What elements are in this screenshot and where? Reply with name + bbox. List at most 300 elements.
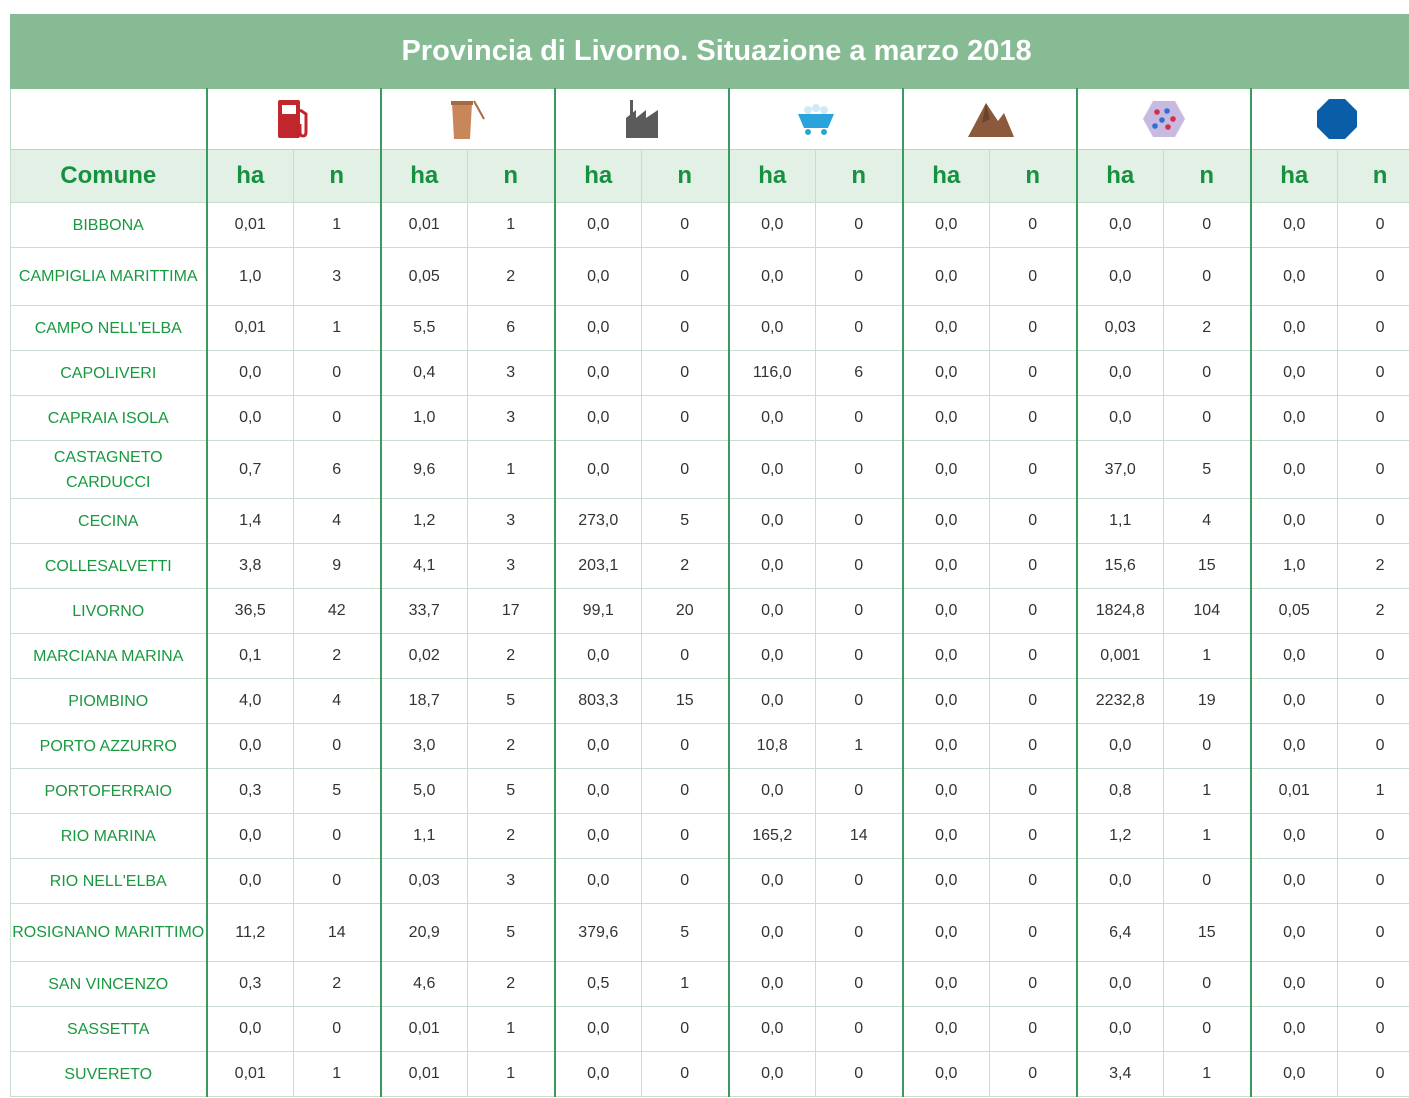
cell-n: 14 [816,814,903,859]
category-waste [381,89,555,150]
cell-n: 3 [468,351,555,396]
cell-n: 0 [816,634,903,679]
cell-ha: 0,0 [729,589,816,634]
cell-ha: 116,0 [729,351,816,396]
cell-ha: 6,4 [1077,904,1164,962]
cell-ha: 0,0 [555,351,642,396]
cell-n: 2 [294,634,381,679]
cell-n: 0 [990,248,1077,306]
column-header-n: n [816,150,903,203]
cell-ha: 0,0 [729,306,816,351]
quarry-mountain-icon [964,99,1016,139]
cell-ha: 18,7 [381,679,468,724]
cell-n: 0 [816,679,903,724]
cell-ha: 0,0 [555,769,642,814]
cell-n: 3 [294,248,381,306]
column-header-n: n [990,150,1077,203]
cell-n: 0 [990,589,1077,634]
cell-n: 0 [1164,396,1251,441]
cell-n: 0 [642,441,729,499]
comune-name: SAN VINCENZO [11,962,207,1007]
cell-n: 0 [1338,679,1409,724]
cell-n: 15 [1164,544,1251,589]
table-row [11,814,1409,859]
table-row [11,248,1409,306]
data-table-container [10,14,1409,1097]
cell-ha: 1,4 [207,499,294,544]
cell-n: 0 [642,724,729,769]
cell-ha: 0,0 [729,769,816,814]
cell-ha: 0,3 [207,769,294,814]
cell-n: 0 [642,634,729,679]
cell-ha: 0,0 [903,441,990,499]
cell-ha: 0,0 [729,441,816,499]
cell-ha: 0,01 [381,203,468,248]
comune-name: ROSIGNANO MARITTIMO [11,904,207,962]
cell-n: 0 [990,544,1077,589]
column-header-ha: ha [381,150,468,203]
cell-ha: 0,01 [1251,769,1338,814]
column-header-ha: ha [555,150,642,203]
cell-n: 2 [468,248,555,306]
cell-ha: 0,0 [555,248,642,306]
column-header-n: n [1338,150,1409,203]
table-row [11,203,1409,248]
comune-name: PORTOFERRAIO [11,769,207,814]
cell-ha: 0,0 [729,859,816,904]
cell-ha: 0,0 [903,248,990,306]
cell-ha: 0,0 [729,499,816,544]
cell-n: 0 [1338,306,1409,351]
cell-ha: 0,7 [207,441,294,499]
cell-ha: 36,5 [207,589,294,634]
cell-ha: 5,5 [381,306,468,351]
cell-ha: 0,0 [1077,203,1164,248]
cell-n: 0 [1338,724,1409,769]
comune-name: PORTO AZZURRO [11,724,207,769]
category-quarry [903,89,1077,150]
cell-ha: 0,5 [555,962,642,1007]
cell-n: 15 [642,679,729,724]
cell-ha: 0,0 [903,351,990,396]
cell-n: 2 [1338,544,1409,589]
cell-n: 6 [468,306,555,351]
table-row [11,1007,1409,1052]
cell-n: 0 [816,769,903,814]
cell-ha: 0,0 [729,904,816,962]
cell-n: 0 [294,724,381,769]
cell-n: 15 [1164,904,1251,962]
table-row [11,679,1409,724]
cell-ha: 0,0 [1251,499,1338,544]
cell-ha: 15,6 [1077,544,1164,589]
cell-ha: 0,0 [729,396,816,441]
cell-n: 0 [990,814,1077,859]
cell-ha: 0,0 [729,203,816,248]
cell-n: 3 [468,859,555,904]
cell-ha: 37,0 [1077,441,1164,499]
cell-ha: 0,0 [903,306,990,351]
cell-n: 5 [1164,441,1251,499]
cell-n: 0 [294,859,381,904]
cell-n: 1 [642,962,729,1007]
cell-n: 0 [1338,1052,1409,1097]
cell-n: 2 [468,634,555,679]
cell-ha: 20,9 [381,904,468,962]
comune-name: RIO MARINA [11,814,207,859]
cell-ha: 1,1 [1077,499,1164,544]
category-mining [729,89,903,150]
table-row [11,962,1409,1007]
cell-ha: 0,0 [903,679,990,724]
cell-ha: 1,0 [1251,544,1338,589]
cell-n: 0 [642,351,729,396]
cell-ha: 0,05 [381,248,468,306]
cell-ha: 0,0 [1251,1007,1338,1052]
comune-name: CECINA [11,499,207,544]
cell-ha: 0,0 [903,1052,990,1097]
cell-n: 2 [468,814,555,859]
cell-ha: 3,0 [381,724,468,769]
cell-n: 0 [642,396,729,441]
comune-name: MARCIANA MARINA [11,634,207,679]
cell-n: 0 [990,203,1077,248]
cell-ha: 0,0 [1251,248,1338,306]
cell-n: 0 [816,859,903,904]
cell-ha: 1,0 [207,248,294,306]
cell-ha: 0,0 [1077,962,1164,1007]
cell-ha: 4,1 [381,544,468,589]
table-row [11,544,1409,589]
cell-n: 0 [642,859,729,904]
cell-ha: 0,05 [1251,589,1338,634]
cell-n: 3 [468,396,555,441]
cell-ha: 0,0 [1251,724,1338,769]
cell-ha: 0,0 [729,962,816,1007]
cell-ha: 0,0 [903,499,990,544]
comune-name: SUVERETO [11,1052,207,1097]
cell-n: 0 [990,306,1077,351]
cell-n: 1 [294,1052,381,1097]
cell-ha: 0,0 [1077,724,1164,769]
cell-ha: 4,6 [381,962,468,1007]
cell-n: 0 [642,203,729,248]
comune-name: PIOMBINO [11,679,207,724]
cell-ha: 0,0 [1251,441,1338,499]
cell-ha: 0,0 [903,769,990,814]
table-row [11,769,1409,814]
cell-ha: 0,0 [729,544,816,589]
cell-ha: 0,0 [207,814,294,859]
cell-ha: 0,0 [903,203,990,248]
cell-ha: 0,01 [207,306,294,351]
cell-ha: 165,2 [729,814,816,859]
cell-ha: 0,0 [1077,351,1164,396]
cell-ha: 0,0 [903,859,990,904]
cell-n: 0 [990,1052,1077,1097]
cell-n: 5 [468,769,555,814]
cell-n: 1 [468,1007,555,1052]
cell-ha: 0,0 [903,396,990,441]
table-row [11,441,1409,499]
comune-name: CAPOLIVERI [11,351,207,396]
cell-n: 0 [294,351,381,396]
cell-n: 14 [294,904,381,962]
cell-n: 4 [294,679,381,724]
cell-n: 0 [1164,962,1251,1007]
cell-ha: 0,0 [555,203,642,248]
cell-n: 0 [642,814,729,859]
cell-n: 1 [294,203,381,248]
comune-name: SASSETTA [11,1007,207,1052]
cell-ha: 4,0 [207,679,294,724]
column-header-n: n [1164,150,1251,203]
cell-ha: 0,0 [729,1007,816,1052]
cell-n: 2 [294,962,381,1007]
cell-n: 0 [990,441,1077,499]
cell-n: 0 [1164,724,1251,769]
cell-ha: 0,01 [207,203,294,248]
column-header-ha: ha [729,150,816,203]
cell-ha: 0,0 [903,962,990,1007]
cell-ha: 0,0 [729,679,816,724]
cell-ha: 0,01 [207,1052,294,1097]
cell-ha: 0,0 [1251,351,1338,396]
comune-name: CAPRAIA ISOLA [11,396,207,441]
cell-n: 0 [642,248,729,306]
table-row [11,499,1409,544]
comune-name: CASTAGNETO CARDUCCI [11,441,207,499]
cell-n: 0 [1338,248,1409,306]
cell-ha: 0,0 [1251,306,1338,351]
cell-ha: 0,0 [555,441,642,499]
cell-ha: 0,0 [555,396,642,441]
table-row [11,351,1409,396]
cell-ha: 0,0 [1251,203,1338,248]
cell-ha: 0,0 [1251,814,1338,859]
cell-n: 0 [816,904,903,962]
cell-n: 0 [990,859,1077,904]
cell-ha: 3,8 [207,544,294,589]
cell-n: 0 [294,814,381,859]
cell-n: 0 [1338,396,1409,441]
cell-n: 0 [294,1007,381,1052]
cell-ha: 1,1 [381,814,468,859]
icon-row [11,89,1409,150]
cell-ha: 0,0 [903,904,990,962]
cell-n: 0 [816,962,903,1007]
cell-n: 6 [816,351,903,396]
cell-n: 0 [816,499,903,544]
livorno-table [10,14,1409,1097]
table-row [11,859,1409,904]
cell-n: 5 [468,904,555,962]
cell-ha: 1,0 [381,396,468,441]
cell-n: 1 [468,441,555,499]
column-header-row [11,150,1409,203]
cell-ha: 0,0 [903,724,990,769]
cell-n: 0 [642,1007,729,1052]
cell-n: 0 [990,769,1077,814]
cell-ha: 803,3 [555,679,642,724]
cell-ha: 0,0 [1077,396,1164,441]
cell-ha: 0,0 [555,859,642,904]
cell-n: 5 [468,679,555,724]
cell-n: 0 [1164,351,1251,396]
cell-n: 1 [1164,1052,1251,1097]
cell-ha: 0,0 [555,724,642,769]
cell-ha: 10,8 [729,724,816,769]
table-row [11,724,1409,769]
cell-n: 3 [468,544,555,589]
cell-ha: 0,02 [381,634,468,679]
cell-ha: 0,03 [381,859,468,904]
cell-n: 0 [1164,248,1251,306]
comune-name: BIBBONA [11,203,207,248]
cell-ha: 0,0 [1251,962,1338,1007]
cell-n: 104 [1164,589,1251,634]
cell-ha: 0,01 [381,1052,468,1097]
cell-n: 0 [816,396,903,441]
cell-n: 0 [1338,1007,1409,1052]
cell-n: 1 [1164,769,1251,814]
cell-ha: 1,2 [381,499,468,544]
cell-n: 0 [816,248,903,306]
cell-n: 1 [1164,634,1251,679]
mining-cart-icon [795,102,837,136]
cell-ha: 0,0 [1251,634,1338,679]
table-body [11,203,1409,1097]
cell-n: 17 [468,589,555,634]
column-header-ha: ha [1077,150,1164,203]
category-industrial [555,89,729,150]
table-row [11,306,1409,351]
cell-ha: 0,8 [1077,769,1164,814]
cell-n: 1 [468,1052,555,1097]
category-contaminants [1077,89,1251,150]
cell-n: 0 [642,306,729,351]
cell-n: 0 [1338,962,1409,1007]
cell-ha: 379,6 [555,904,642,962]
cell-ha: 0,4 [381,351,468,396]
comune-name: CAMPO NELL'ELBA [11,306,207,351]
comune-name: LIVORNO [11,589,207,634]
cell-ha: 9,6 [381,441,468,499]
cell-ha: 0,0 [1251,904,1338,962]
cell-ha: 0,0 [903,589,990,634]
cell-ha: 0,0 [1077,859,1164,904]
cell-ha: 0,0 [555,634,642,679]
cell-ha: 0,0 [1077,1007,1164,1052]
cell-ha: 0,0 [207,396,294,441]
cell-ha: 99,1 [555,589,642,634]
cell-n: 2 [468,724,555,769]
cell-n: 0 [816,306,903,351]
cell-n: 0 [990,634,1077,679]
cell-n: 0 [1164,203,1251,248]
column-header-n: n [468,150,555,203]
cell-n: 0 [1338,814,1409,859]
cell-n: 0 [990,351,1077,396]
cell-n: 0 [1338,441,1409,499]
cell-ha: 2232,8 [1077,679,1164,724]
cell-ha: 1824,8 [1077,589,1164,634]
icon-row-spacer [11,89,207,150]
cell-n: 0 [1164,859,1251,904]
cell-ha: 0,0 [207,351,294,396]
cell-ha: 0,01 [381,1007,468,1052]
cell-n: 0 [642,1052,729,1097]
cell-n: 0 [816,203,903,248]
cell-ha: 3,4 [1077,1052,1164,1097]
cell-n: 5 [642,904,729,962]
cell-n: 0 [816,544,903,589]
fuel-pump-icon [276,98,312,140]
cell-n: 1 [1164,814,1251,859]
cell-n: 3 [468,499,555,544]
cell-n: 42 [294,589,381,634]
cell-ha: 0,0 [555,1052,642,1097]
table-row [11,589,1409,634]
cell-ha: 0,0 [903,634,990,679]
cell-ha: 0,0 [207,859,294,904]
cell-ha: 0,0 [1251,396,1338,441]
cell-n: 2 [1164,306,1251,351]
cell-n: 0 [990,499,1077,544]
cell-n: 2 [1338,589,1409,634]
cell-n: 5 [642,499,729,544]
column-header-n: n [294,150,381,203]
cell-n: 4 [1164,499,1251,544]
cell-ha: 0,0 [903,1007,990,1052]
cell-ha: 203,1 [555,544,642,589]
cell-n: 1 [816,724,903,769]
cell-n: 19 [1164,679,1251,724]
cell-ha: 0,0 [555,814,642,859]
cell-n: 0 [1338,203,1409,248]
cell-ha: 0,0 [729,1052,816,1097]
cell-n: 0 [1338,904,1409,962]
cell-ha: 5,0 [381,769,468,814]
cell-n: 20 [642,589,729,634]
cell-n: 0 [816,1052,903,1097]
factory-icon [622,98,662,140]
cell-ha: 0,03 [1077,306,1164,351]
cell-ha: 0,0 [729,248,816,306]
cell-ha: 0,0 [1251,679,1338,724]
cell-n: 0 [990,1007,1077,1052]
cell-n: 1 [1338,769,1409,814]
cell-n: 0 [642,769,729,814]
cell-ha: 11,2 [207,904,294,962]
cell-n: 0 [294,396,381,441]
table-row [11,904,1409,962]
column-header-comune: Comune [11,150,207,203]
comune-name: CAMPIGLIA MARITTIMA [11,248,207,306]
category-fuel [207,89,381,150]
cell-ha: 0,0 [207,1007,294,1052]
cell-n: 6 [294,441,381,499]
cell-ha: 0,0 [903,544,990,589]
cell-n: 9 [294,544,381,589]
cell-n: 1 [468,203,555,248]
comune-name: RIO NELL'ELBA [11,859,207,904]
cell-ha: 0,3 [207,962,294,1007]
cell-n: 0 [1338,859,1409,904]
waste-bin-icon [448,97,488,141]
cell-ha: 0,001 [1077,634,1164,679]
contaminant-hexagon-icon [1142,99,1186,139]
